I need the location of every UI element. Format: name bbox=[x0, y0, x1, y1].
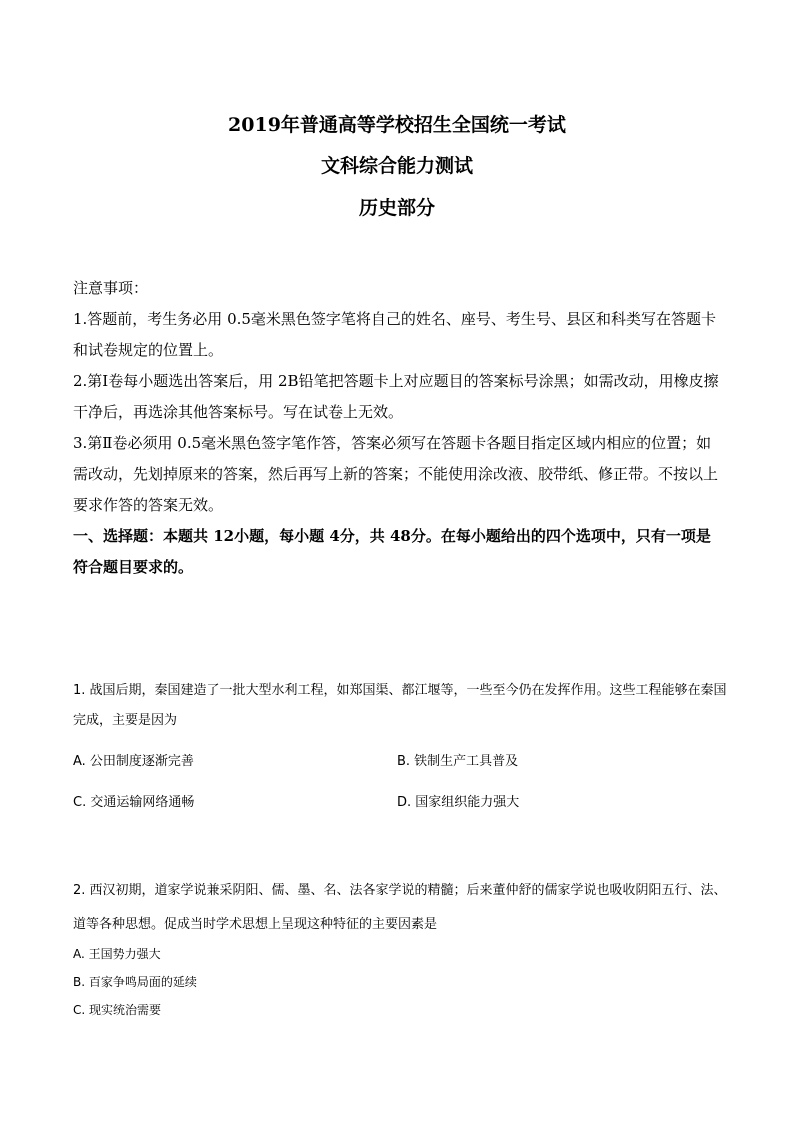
question-2-options bbox=[73, 940, 733, 1024]
question-1-option-b[interactable]: B. 铁制生产工具普及 bbox=[397, 754, 519, 769]
question-2 bbox=[73, 874, 733, 942]
question-1-stem: 1. 战国后期，秦国建造了一批大型水利工程，如郑国渠、都江堰等，一些至今仍在发挥作用。这些工程能够在秦国完成，主要是因为 bbox=[73, 683, 727, 728]
question-2-option-b[interactable]: B. 百家争鸣局面的延续 bbox=[73, 975, 197, 989]
question-1-option-a[interactable]: A. 公田制度逐渐完善 bbox=[73, 754, 194, 769]
notice-item-3: 3.第Ⅱ卷必须用 0.5毫米黑色签字笔作答，答案必须写在答题卡各题目指定区域内相应的位置；如需改动，先划掉原来的答案，然后再写上新的答案；不能使用涂改液、胶带纸、修正带。不按以上要求作答的答案无效。 bbox=[73, 434, 719, 514]
question-1-options bbox=[73, 750, 733, 810]
exam-section-title: 历史部分 bbox=[358, 197, 435, 219]
exam-subtitle: 文科综合能力测试 bbox=[320, 155, 473, 177]
question-2-option-c[interactable]: C. 现实统治需要 bbox=[73, 1003, 162, 1017]
notice-heading: 注意事项： bbox=[73, 279, 149, 297]
question-1-option-c[interactable]: C. 交通运输网络通畅 bbox=[73, 795, 195, 810]
question-2-option-a[interactable]: A. 王国势力强大 bbox=[73, 947, 161, 961]
question-1-option-d[interactable]: D. 国家组织能力强大 bbox=[397, 795, 520, 810]
section-instructions: 一、选择题：本题共 12小题，每小题 4分，共 48分。在每小题给出的四个选项中，只有一项是符合题目要求的。 bbox=[73, 527, 711, 576]
question-1 bbox=[73, 676, 733, 736]
notice-item-1: 1.答题前，考生务必用 0.5毫米黑色签字笔将自己的姓名、座号、考生号、县区和科类写在答题卡和试卷规定的位置上。 bbox=[73, 310, 716, 359]
question-2-stem: 2. 西汉初期，道家学说兼采阴阳、儒、墨、名、法各家学说的精髓；后来董仲舒的儒家学说也吸收阴阳五行、法、道等各种思想。促成当时学术思想上呈现这种特征的主要因素是 bbox=[73, 883, 727, 932]
notice-item-2: 2.第Ⅰ卷每小题选出答案后，用 2B铅笔把答题卡上对应题目的答案标号涂黑；如需改动，用橡皮擦干净后，再选涂其他答案标号。写在试卷上无效。 bbox=[73, 372, 719, 421]
exam-title: 2019年普通高等学校招生全国统一考试 bbox=[228, 114, 566, 136]
notice-block bbox=[73, 273, 723, 583]
